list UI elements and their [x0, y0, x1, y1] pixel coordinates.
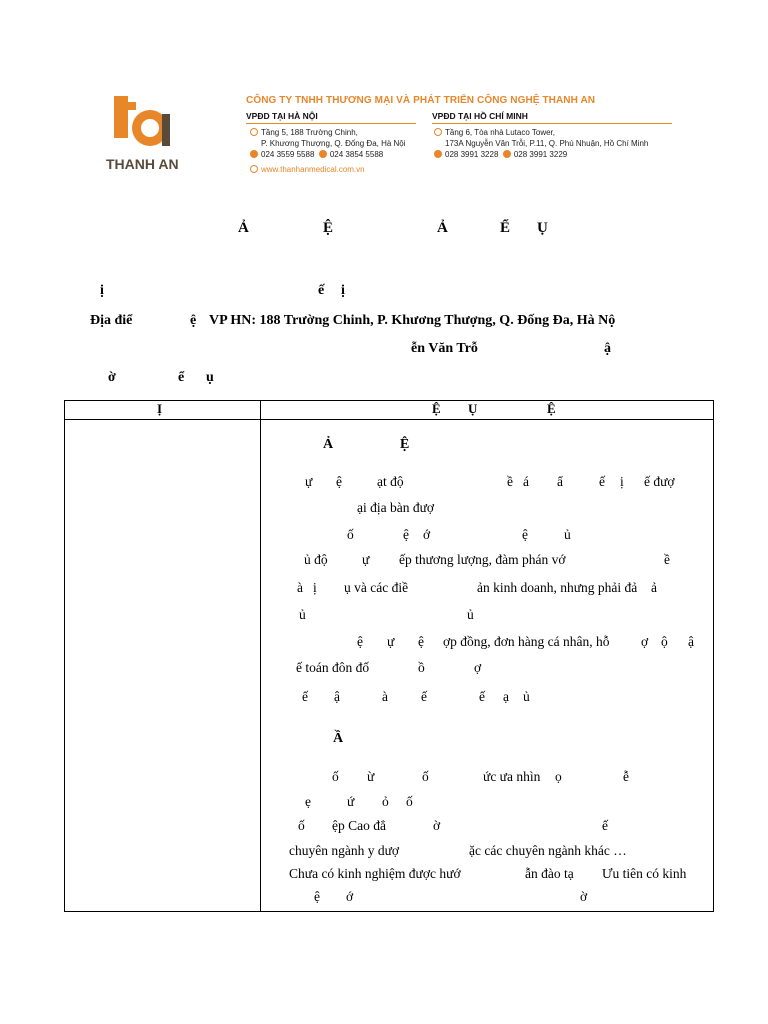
- s2l3-b: ệp Cao đẳ: [332, 818, 386, 833]
- s1l5-d: ản kinh doanh, nhưng phải đả: [477, 580, 638, 595]
- s1l1-g: ế: [599, 474, 605, 489]
- website-link[interactable]: www.thanhanmedical.com.vn: [250, 165, 365, 174]
- s2l5-b: ẫn đào tạ: [525, 866, 574, 881]
- fax-icon: [319, 150, 327, 158]
- s1l5-b: ị: [313, 580, 317, 595]
- section1-heading-2: Ệ: [400, 437, 410, 452]
- hanoi-address-line-1: Tầng 5, 188 Trường Chinh,: [250, 128, 358, 137]
- time-fragment-2: ể: [178, 370, 185, 385]
- s2l5-c: Ưu tiên có kinh: [602, 866, 687, 881]
- s1l7-c: ệ: [418, 634, 424, 649]
- hcm-office-heading: VPĐD TẠI HỒ CHÍ MINH: [432, 111, 528, 121]
- s1l7-f: ộ: [661, 634, 668, 649]
- table-header-right-1: Ệ: [432, 401, 441, 416]
- fax-icon: [503, 150, 511, 158]
- time-fragment-1: ờ: [108, 370, 116, 385]
- s1l7-d: ợp đồng, đơn hàng cá nhân, hỗ: [443, 634, 610, 649]
- s1l1-b: ệ: [336, 474, 342, 489]
- hcm-phones: 028 3991 3228 028 3991 3229: [434, 150, 567, 159]
- company-name: CÔNG TY TNHH THƯƠNG MẠI VÀ PHÁT TRIỂN CÔNG NGHỆ THANH AN: [246, 95, 596, 106]
- table-header-left: Ị: [157, 401, 163, 416]
- s1l6-b: ủ: [467, 607, 474, 622]
- hcm-address-line-1: Tầng 6, Tòa nhà Lutaco Tower,: [434, 128, 555, 137]
- s2l1-c: ố: [422, 769, 429, 784]
- s1l3-c: ớ: [423, 527, 431, 542]
- s2l3-a: ố: [298, 818, 305, 833]
- table-header-right-3: Ệ: [547, 401, 556, 416]
- contact-name-fragment: ễn Văn Trỗ: [411, 341, 478, 356]
- title-fragment-2: Ệ: [323, 220, 334, 236]
- location-pin-icon: [250, 128, 258, 136]
- s1l7-b: ự: [387, 634, 395, 649]
- section2-heading: Ầ: [333, 731, 344, 746]
- s2l6-c: ờ: [580, 889, 588, 904]
- title-fragment-3: Ả: [437, 220, 448, 236]
- hcm-heading-underline: [432, 123, 672, 124]
- s1l5-a: à: [297, 580, 303, 595]
- location-value: VP HN: 188 Trường Chinh, P. Khương Thượng, Q. Đống Đa, Hà Nộ: [209, 313, 616, 328]
- s2l3-d: ế: [602, 818, 608, 833]
- s2l1-d: ức ưa nhìn: [483, 769, 541, 784]
- s2l3-c: ờ: [433, 818, 441, 833]
- phone-icon: [434, 150, 442, 158]
- s1l3-d: ệ: [522, 527, 528, 542]
- time-fragment-3: ụ: [206, 370, 214, 385]
- location-fragment: ệ: [190, 313, 197, 328]
- title-fragment-4: Ể: [500, 220, 511, 236]
- s2l4-b: ặc các chuyên ngành khác …: [469, 843, 627, 858]
- s1l7-e: ợ: [641, 634, 649, 649]
- phone-icon: [250, 150, 258, 158]
- s1l9-c: à: [382, 689, 388, 704]
- info-fragment-3: ị: [341, 283, 345, 298]
- hanoi-office-heading: VPĐD TẠI HÀ NỘI: [246, 111, 318, 121]
- s1l6-a: ủ: [299, 607, 306, 622]
- s2l2-a: ẹ: [305, 794, 311, 809]
- hcm-address-line-2: 173A Nguyễn Văn Trỗi, P.11, Q. Phú Nhuận, Hồ Chí Minh: [445, 139, 649, 148]
- s1l1-d: ề: [507, 474, 513, 489]
- s1l9-a: ế: [302, 689, 308, 704]
- s2l5-a: Chưa có kinh nghiệm được hướ: [289, 866, 461, 881]
- s2l6-b: ớ: [346, 889, 354, 904]
- contact-fragment-2: ậ: [604, 341, 611, 356]
- s1l9-d: ế: [421, 689, 427, 704]
- info-fragment-2: ế: [318, 283, 325, 298]
- s1l2-a: ại địa bàn đượ: [357, 500, 435, 515]
- s1l7-g: ậ: [688, 634, 694, 649]
- title-fragment-1: Ả: [238, 220, 249, 236]
- location-label: Địa điể: [90, 313, 133, 328]
- s2l4-a: chuyên ngành y dượ: [289, 843, 400, 858]
- s2l2-d: ố: [406, 794, 413, 809]
- s1l8-b: ồ: [418, 660, 425, 675]
- hanoi-address-line-2: P. Khương Thượng, Q. Đống Đa, Hà Nội: [261, 139, 406, 148]
- s1l4-c: ếp thương lượng, đàm phán vớ: [399, 552, 566, 567]
- title-fragment-5: Ụ: [537, 220, 548, 236]
- s1l8-c: ợ: [474, 660, 482, 675]
- s2l6-a: ệ: [314, 889, 320, 904]
- info-fragment-1: ị: [100, 283, 104, 298]
- table-header-right-2: Ụ: [468, 401, 478, 416]
- s1l8-a: ế toán đôn đố: [296, 660, 370, 675]
- s1l1-c: ạt độ: [377, 474, 404, 489]
- s1l4-a: ủ độ: [304, 552, 328, 567]
- s2l1-b: ừ: [367, 769, 375, 784]
- s1l1-e: á: [523, 474, 529, 489]
- s1l9-f: ạ: [503, 689, 509, 704]
- s1l7-a: ệ: [357, 634, 363, 649]
- globe-icon: [250, 165, 258, 173]
- section1-heading-1: Ả: [323, 437, 334, 452]
- s2l1-a: ố: [332, 769, 339, 784]
- table-column-divider: [260, 401, 261, 911]
- s1l1-f: ẩ: [557, 474, 563, 489]
- hanoi-heading-underline: [246, 123, 416, 124]
- s1l1-a: ự: [305, 474, 313, 489]
- hanoi-phones: 024 3559 5588 024 3854 5588: [250, 150, 383, 159]
- s2l1-f: ễ: [623, 769, 629, 784]
- s1l5-e: ả: [651, 580, 657, 595]
- s2l1-e: ọ: [555, 769, 562, 784]
- s1l4-b: ự: [362, 552, 370, 567]
- logo-wordmark: THANH AN: [106, 156, 179, 172]
- s1l4-d: ề: [664, 552, 670, 567]
- s1l3-a: ố: [347, 527, 354, 542]
- s1l9-g: ủ: [523, 689, 530, 704]
- s1l9-b: ậ: [334, 689, 340, 704]
- s1l5-c: ụ và các điề: [344, 580, 409, 595]
- s1l3-b: ệ: [403, 527, 409, 542]
- s1l9-e: ế: [479, 689, 485, 704]
- s1l3-e: ủ: [564, 527, 571, 542]
- s2l2-c: ỏ: [382, 794, 389, 809]
- s1l1-i: ế đượ: [644, 474, 675, 489]
- s1l1-h: ị: [620, 474, 624, 489]
- s2l2-b: ứ: [347, 794, 355, 809]
- location-pin-icon: [434, 128, 442, 136]
- table-header-divider: [65, 419, 713, 420]
